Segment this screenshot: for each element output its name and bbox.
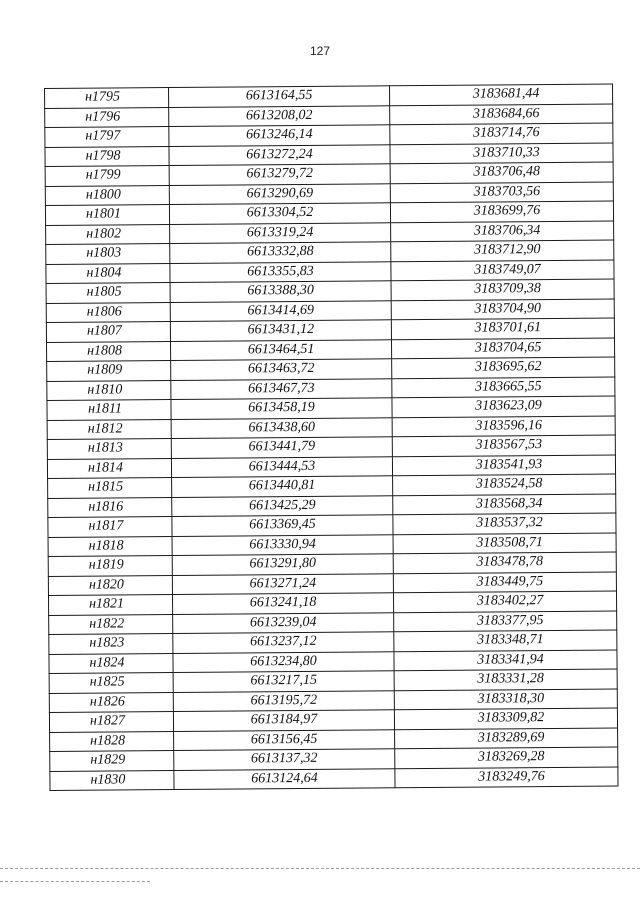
point-id-cell: н1803 (46, 244, 170, 264)
y-coordinate-cell: 3183749,07 (391, 260, 614, 281)
point-id-cell: н1800 (45, 185, 169, 205)
x-coordinate-cell: 6613241,18 (172, 593, 393, 614)
point-id-cell: н1816 (48, 497, 172, 517)
coordinates-table (44, 84, 619, 791)
point-id-cell: н1827 (49, 712, 173, 732)
point-id-cell: н1806 (46, 302, 170, 322)
y-coordinate-cell: 3183348,71 (394, 630, 617, 651)
point-id-cell: н1825 (49, 673, 173, 693)
x-coordinate-cell: 6613291,80 (172, 554, 393, 575)
x-coordinate-cell: 6613425,29 (172, 495, 393, 516)
point-id-cell: н1805 (46, 283, 170, 303)
point-id-cell: н1807 (46, 322, 170, 342)
point-id-cell: н1820 (48, 575, 172, 595)
x-coordinate-cell: 6613440,81 (172, 476, 393, 497)
point-id-cell: н1829 (50, 751, 174, 771)
x-coordinate-cell: 6613355,83 (170, 261, 391, 282)
point-id-cell: н1824 (49, 653, 173, 673)
x-coordinate-cell: 6613156,45 (174, 729, 395, 750)
y-coordinate-cell: 3183478,78 (393, 552, 616, 573)
x-coordinate-cell: 6613388,30 (170, 281, 391, 302)
x-coordinate-cell: 6613467,73 (171, 378, 392, 399)
point-id-cell: н1811 (47, 400, 171, 420)
y-coordinate-cell: 3183508,71 (393, 533, 616, 554)
y-coordinate-cell: 3183703,56 (390, 182, 613, 203)
x-coordinate-cell: 6613441,79 (171, 437, 392, 458)
x-coordinate-cell: 6613304,52 (169, 203, 390, 224)
point-id-cell: н1802 (46, 224, 170, 244)
x-coordinate-cell: 6613279,72 (169, 164, 390, 185)
y-coordinate-cell: 3183704,90 (391, 299, 614, 320)
x-coordinate-cell: 6613208,02 (169, 105, 390, 126)
x-coordinate-cell: 6613332,88 (170, 242, 391, 263)
y-coordinate-cell: 3183289,69 (395, 728, 618, 749)
y-coordinate-cell: 3183249,76 (395, 767, 618, 788)
point-id-cell: н1823 (49, 634, 173, 654)
y-coordinate-cell: 3183704,65 (391, 338, 614, 359)
y-coordinate-cell: 3183712,90 (391, 240, 614, 261)
point-id-cell: н1799 (45, 166, 169, 186)
point-id-cell: н1819 (48, 556, 172, 576)
y-coordinate-cell: 3183341,94 (394, 650, 617, 671)
point-id-cell: н1817 (48, 517, 172, 537)
x-coordinate-cell: 6613431,12 (170, 320, 391, 341)
point-id-cell: н1798 (45, 146, 169, 166)
y-coordinate-cell: 3183537,32 (393, 513, 616, 534)
y-coordinate-cell: 3183524,58 (393, 474, 616, 495)
x-coordinate-cell: 6613319,24 (170, 222, 391, 243)
y-coordinate-cell: 3183709,38 (391, 279, 614, 300)
x-coordinate-cell: 6613369,45 (172, 515, 393, 536)
x-coordinate-cell: 6613164,55 (169, 86, 390, 107)
x-coordinate-cell: 6613463,72 (171, 359, 392, 380)
coordinates-table-body (45, 84, 618, 790)
y-coordinate-cell: 3183684,66 (390, 104, 613, 125)
x-coordinate-cell: 6613124,64 (174, 768, 395, 789)
y-coordinate-cell: 3183706,34 (391, 221, 614, 242)
point-id-cell: н1797 (45, 127, 169, 147)
point-id-cell: н1801 (45, 205, 169, 225)
y-coordinate-cell: 3183623,09 (392, 396, 615, 417)
point-id-cell: н1808 (46, 341, 170, 361)
y-coordinate-cell: 3183377,95 (394, 611, 617, 632)
y-coordinate-cell: 3183541,93 (392, 455, 615, 476)
scan-artifact-line (0, 868, 640, 869)
table-row (50, 767, 618, 791)
x-coordinate-cell: 6613330,94 (172, 534, 393, 555)
x-coordinate-cell: 6613184,97 (173, 710, 394, 731)
x-coordinate-cell: 6613137,32 (174, 749, 395, 770)
y-coordinate-cell: 3183695,62 (392, 357, 615, 378)
x-coordinate-cell: 6613246,14 (169, 125, 390, 146)
page-number: 127 (309, 44, 331, 58)
x-coordinate-cell: 6613234,80 (173, 651, 394, 672)
x-coordinate-cell: 6613290,69 (169, 183, 390, 204)
x-coordinate-cell: 6613195,72 (173, 690, 394, 711)
y-coordinate-cell: 3183402,27 (393, 591, 616, 612)
point-id-cell: н1830 (50, 770, 174, 790)
y-coordinate-cell: 3183706,48 (390, 162, 613, 183)
point-id-cell: н1828 (50, 731, 174, 751)
y-coordinate-cell: 3183331,28 (394, 669, 617, 690)
point-id-cell: н1822 (49, 614, 173, 634)
y-coordinate-cell: 3183665,55 (392, 377, 615, 398)
point-id-cell: н1804 (46, 263, 170, 283)
x-coordinate-cell: 6613444,53 (171, 456, 392, 477)
x-coordinate-cell: 6613271,24 (172, 573, 393, 594)
y-coordinate-cell: 3183318,30 (394, 689, 617, 710)
point-id-cell: н1821 (48, 595, 172, 615)
x-coordinate-cell: 6613414,69 (170, 300, 391, 321)
point-id-cell: н1812 (47, 419, 171, 439)
x-coordinate-cell: 6613464,51 (170, 339, 391, 360)
y-coordinate-cell: 3183710,33 (390, 143, 613, 164)
x-coordinate-cell: 6613458,19 (171, 398, 392, 419)
point-id-cell: н1809 (47, 361, 171, 381)
point-id-cell: н1810 (47, 380, 171, 400)
point-id-cell: н1814 (47, 458, 171, 478)
point-id-cell: н1815 (48, 478, 172, 498)
point-id-cell: н1818 (48, 536, 172, 556)
y-coordinate-cell: 3183309,82 (394, 708, 617, 729)
y-coordinate-cell: 3183699,76 (390, 201, 613, 222)
point-id-cell: н1826 (49, 692, 173, 712)
point-id-cell: н1813 (47, 439, 171, 459)
y-coordinate-cell: 3183269,28 (395, 747, 618, 768)
x-coordinate-cell: 6613217,15 (173, 671, 394, 692)
point-id-cell: н1796 (45, 107, 169, 127)
y-coordinate-cell: 3183596,16 (392, 416, 615, 437)
x-coordinate-cell: 6613272,24 (169, 144, 390, 165)
y-coordinate-cell: 3183568,34 (393, 494, 616, 515)
x-coordinate-cell: 6613239,04 (173, 612, 394, 633)
point-id-cell: н1795 (45, 88, 169, 108)
y-coordinate-cell: 3183681,44 (389, 84, 612, 105)
x-coordinate-cell: 6613237,12 (173, 632, 394, 653)
y-coordinate-cell: 3183701,61 (391, 318, 614, 339)
y-coordinate-cell: 3183449,75 (393, 572, 616, 593)
y-coordinate-cell: 3183714,76 (390, 123, 613, 144)
y-coordinate-cell: 3183567,53 (392, 435, 615, 456)
scan-artifact-line (0, 881, 150, 882)
x-coordinate-cell: 6613438,60 (171, 417, 392, 438)
